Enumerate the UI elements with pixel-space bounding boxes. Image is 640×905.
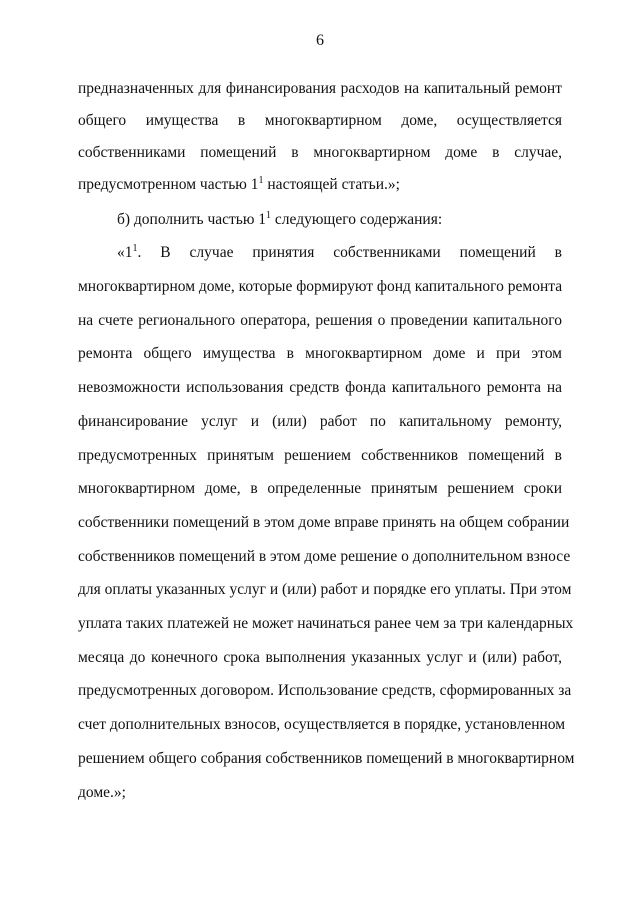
text-line-14: собственники помещений в этом доме вправе принять на общем собрании — [78, 514, 570, 531]
text-line-11: финансирование услуг и (или) работ по капитальному ремонту, — [78, 413, 562, 430]
superscript-marker: 1 — [258, 175, 264, 186]
text-line-22: доме.»; — [78, 784, 126, 801]
text-line-9: ремонта общего имущества в многоквартирном доме и при этом — [78, 345, 562, 362]
text-line-21: решением общего собрания собственников помещений в многоквартирном — [78, 750, 575, 767]
text-line-6-start: «1 — [117, 244, 133, 261]
text-line-17: уплата таких платежей не может начинаться ранее чем за три календарных — [78, 615, 574, 632]
text-line-4-start: предусмотренном частью 1 — [78, 176, 259, 193]
text-line-1: предназначенных для финансирования расходов на капитальный ремонт — [78, 80, 562, 97]
text-line-8: на счете регионального оператора, решения о проведении капитального — [78, 312, 562, 329]
page-number: 6 — [316, 32, 324, 49]
text-line-5-end: следующего содержания: — [271, 211, 443, 228]
text-line-5 — [117, 210, 562, 230]
text-line-4-end: настоящей статьи.»; — [263, 176, 400, 193]
text-line-12: предусмотренных принятым решением собственников помещений в — [78, 447, 562, 464]
text-line-20: счет дополнительных взносов, осуществляется в порядке, установленном — [78, 716, 566, 733]
text-line-15: собственников помещений в этом доме решение о дополнительном взносе — [78, 548, 571, 565]
superscript-marker: 1 — [132, 243, 138, 254]
text-line-19: предусмотренных договором. Использование средств, сформированных за — [78, 682, 572, 699]
text-line-7: многоквартирном доме, которые формируют фонд капитального ремонта — [78, 278, 563, 295]
text-line-18: месяца до конечного срока выполнения указанных услуг и (или) работ, — [78, 649, 562, 666]
text-line-13: многоквартирном доме, в определенные принятым решением сроки — [78, 480, 562, 497]
text-line-4 — [78, 175, 562, 195]
text-line-6 — [117, 243, 562, 263]
text-line-6-end: . В случае принятия собственниками помещений в — [137, 244, 562, 261]
superscript-marker: 1 — [266, 210, 272, 221]
text-line-5-start: б) дополнить частью 1 — [117, 211, 267, 228]
text-line-10: невозможности использования средств фонда капитального ремонта на — [78, 379, 562, 396]
text-line-16: для оплаты указанных услуг и (или) работ и порядке его уплаты. При этом — [78, 581, 572, 598]
text-line-2: общего имущества в многоквартирном доме, осуществляется — [78, 112, 562, 129]
text-line-3: собственниками помещений в многоквартирном доме в случае, — [78, 144, 562, 161]
